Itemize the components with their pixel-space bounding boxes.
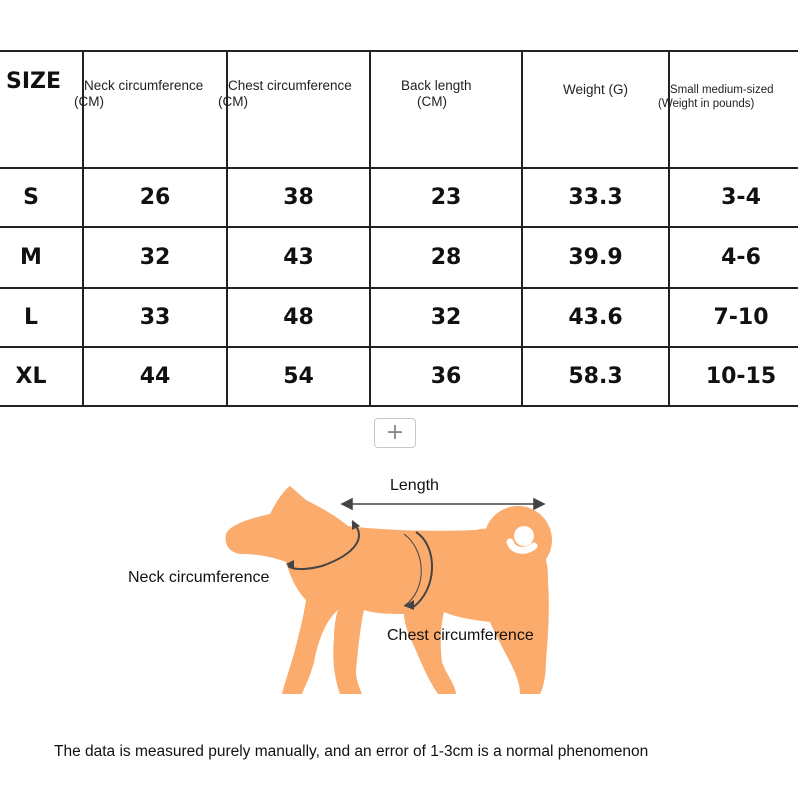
back-cell: 28 bbox=[430, 245, 462, 270]
size-cell: XL bbox=[15, 364, 47, 389]
neck-circumference-label: Neck circumference bbox=[128, 569, 270, 586]
size-cell: S bbox=[23, 185, 39, 210]
chest-cell: 54 bbox=[283, 364, 314, 389]
length-label: Length bbox=[390, 477, 439, 494]
back-cell: 32 bbox=[430, 305, 462, 330]
header-pet-weight bbox=[658, 52, 800, 167]
dog-silhouette bbox=[226, 486, 552, 694]
back-cell: 23 bbox=[430, 185, 462, 210]
pet-weight-cell: 3-4 bbox=[721, 185, 761, 210]
neck-cell: 44 bbox=[139, 364, 171, 389]
header-chest-line1: Chest circumference bbox=[228, 78, 352, 93]
add-button[interactable] bbox=[374, 418, 416, 448]
chest-cell: 43 bbox=[283, 245, 314, 270]
chest-cell: 48 bbox=[283, 305, 314, 330]
pet-weight-cell: 7-10 bbox=[713, 305, 769, 330]
chest-cell: 38 bbox=[283, 185, 314, 210]
chest-circumference-label: Chest circumference bbox=[387, 627, 534, 644]
weight-cell: 43.6 bbox=[568, 305, 623, 330]
neck-cell: 33 bbox=[139, 305, 171, 330]
size-cell: L bbox=[23, 305, 39, 330]
neck-cell: 32 bbox=[139, 245, 171, 270]
header-back-line2: (CM) bbox=[417, 94, 447, 109]
header-neck-line2: (CM) bbox=[74, 94, 104, 109]
weight-cell: 58.3 bbox=[568, 364, 623, 389]
header-pet-line1: Small medium-sized bbox=[670, 84, 774, 96]
header-chest-line2: (CM) bbox=[218, 94, 248, 109]
header-neck bbox=[74, 52, 226, 167]
header-back-line1: Back length bbox=[401, 78, 472, 93]
header-weight: Weight (G) bbox=[562, 82, 628, 97]
neck-cell: 26 bbox=[139, 185, 171, 210]
header-size: SIZE bbox=[6, 69, 62, 94]
pet-weight-cell: 10-15 bbox=[705, 364, 777, 389]
weight-cell: 39.9 bbox=[568, 245, 623, 270]
weight-cell: 33.3 bbox=[568, 185, 623, 210]
plus-icon: + bbox=[385, 420, 405, 445]
pet-weight-cell: 4-6 bbox=[721, 245, 761, 270]
size-cell: M bbox=[20, 245, 42, 270]
measurement-footnote: The data is measured purely manually, and an error of 1-3cm is a normal phenomenon bbox=[54, 743, 649, 760]
header-pet-line2: (Weight in pounds) bbox=[658, 98, 755, 110]
header-chest bbox=[218, 52, 369, 167]
back-cell: 36 bbox=[430, 364, 462, 389]
table-border-bottom bbox=[0, 405, 798, 407]
header-back bbox=[371, 52, 521, 167]
header-neck-line1: Neck circumference bbox=[84, 78, 204, 93]
